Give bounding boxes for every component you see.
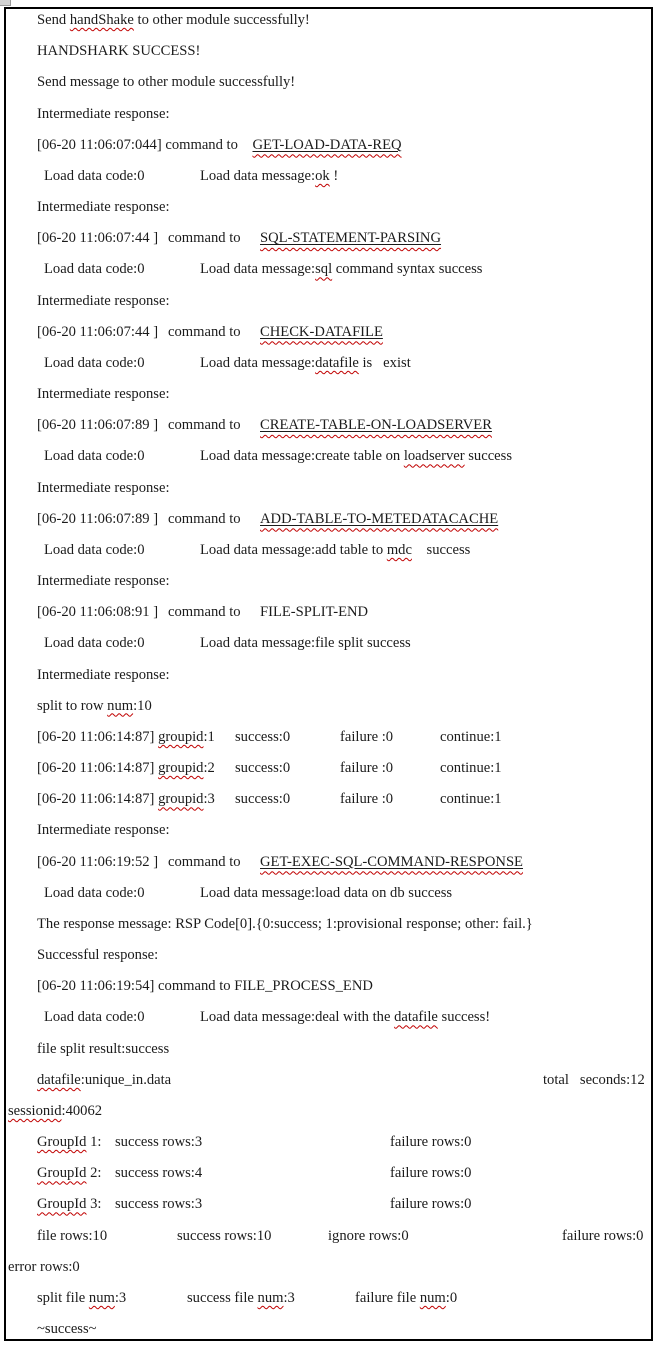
- log-text-segment: file rows:10: [37, 1227, 108, 1244]
- log-text-segment: failure rows:0: [562, 1227, 644, 1244]
- log-line: [0, 698, 657, 720]
- underlined-command-text: SQL-STATEMENT-PARSING: [260, 230, 442, 247]
- log-text-segment: [260, 230, 441, 247]
- log-line: [0, 386, 657, 408]
- log-line: [0, 1103, 657, 1125]
- log-text-segment: Send handShake to other module successfully!: [37, 12, 310, 28]
- squiggled-word: groupid: [158, 760, 204, 777]
- log-text-segment: Load data code:0: [44, 354, 145, 371]
- log-text-segment: command to: [168, 604, 241, 621]
- log-line: [0, 885, 657, 907]
- log-text-segment: [260, 417, 492, 434]
- log-line: [0, 448, 657, 470]
- underlined-command-text: CREATE-TABLE-ON-LOADSERVER: [260, 417, 492, 434]
- log-text-segment: continue:1: [440, 760, 502, 777]
- squiggled-word: num: [257, 1289, 284, 1306]
- log-text-segment: total seconds:12: [543, 1071, 645, 1088]
- log-text-segment: GroupId 1:: [37, 1134, 102, 1151]
- underlined-command-text: ADD-TABLE-TO-METEDATACACHE: [260, 510, 499, 527]
- log-line: [0, 542, 657, 564]
- squiggled-word: groupid: [158, 728, 204, 745]
- log-line: [0, 1072, 657, 1094]
- log-text-segment: failure rows:0: [390, 1196, 472, 1213]
- log-text-segment: failure :0: [340, 760, 394, 777]
- log-line: [0, 199, 657, 221]
- log-line: [0, 1165, 657, 1187]
- log-line: [0, 261, 657, 283]
- log-text-segment: continue:1: [440, 728, 502, 745]
- log-text-segment: success:0: [235, 728, 291, 745]
- log-text-segment: Load data message:sql command syntax success: [200, 261, 483, 278]
- log-text-segment: HANDSHARK SUCCESS!: [37, 43, 201, 60]
- log-text-segment: [06-20 11:06:14:87] groupid:2: [37, 760, 215, 777]
- log-text-segment: Load data message:deal with the datafile success!: [200, 1009, 491, 1026]
- log-text-segment: Intermediate response:: [37, 105, 170, 122]
- log-line: [0, 324, 657, 346]
- log-text-segment: Load data code:0: [44, 635, 145, 652]
- log-text-segment: Intermediate response:: [37, 199, 170, 216]
- log-text-segment: Intermediate response:: [37, 386, 170, 403]
- log-line: [0, 573, 657, 595]
- log-text-segment: [260, 511, 498, 528]
- log-text-segment: Load data code:0: [44, 261, 145, 278]
- log-text-segment: Intermediate response:: [37, 479, 170, 496]
- log-text-segment: command to: [168, 510, 241, 527]
- log-text-segment: [06-20 11:06:08:91 ]: [37, 604, 159, 621]
- log-line: [0, 417, 657, 439]
- underlined-command-text: CHECK-DATAFILE: [260, 323, 383, 340]
- squiggled-word: datafile: [37, 1071, 81, 1088]
- log-text-segment: command to: [168, 230, 241, 247]
- log-text-segment: FILE-SPLIT-END: [260, 604, 369, 621]
- log-line: [0, 822, 657, 844]
- log-text-segment: failure :0: [340, 791, 394, 808]
- log-text-segment: datafile:unique_in.data: [37, 1071, 172, 1088]
- squiggled-word: GroupId: [37, 1165, 87, 1182]
- log-line: [0, 74, 657, 96]
- log-text-segment: [06-20 11:06:19:54] command to FILE_PROCESS_END: [37, 978, 373, 995]
- log-line: [0, 43, 657, 65]
- log-text-segment: continue:1: [440, 791, 502, 808]
- log-line: [0, 168, 657, 190]
- log-line: [0, 106, 657, 128]
- log-text-segment: success rows:3: [115, 1196, 203, 1213]
- log-line: [0, 791, 657, 813]
- log-text-segment: success rows:3: [115, 1134, 203, 1151]
- log-text-segment: split to row num:10: [37, 697, 152, 714]
- log-text-segment: Load data message:file split success: [200, 635, 411, 652]
- log-text-segment: [06-20 11:06:07:89 ]: [37, 417, 159, 434]
- log-text-segment: Load data code:0: [44, 448, 145, 465]
- log-text-segment: [06-20 11:06:07:044] command to GET-LOAD-DATA-REQ: [37, 136, 402, 153]
- log-line: [0, 1196, 657, 1218]
- log-text-segment: ignore rows:0: [328, 1227, 409, 1244]
- log-line: [0, 1290, 657, 1312]
- log-text-segment: [06-20 11:06:07:44 ]: [37, 323, 159, 340]
- log-line: [0, 1259, 657, 1281]
- log-text-segment: Load data code:0: [44, 541, 145, 558]
- log-text-segment: Load data code:0: [44, 167, 145, 184]
- log-text-segment: [260, 324, 383, 341]
- log-text-segment: failure rows:0: [390, 1134, 472, 1151]
- squiggled-word: sql: [315, 261, 333, 278]
- log-text-segment: [06-20 11:06:14:87] groupid:3: [37, 791, 215, 808]
- squiggled-word: datafile: [315, 354, 359, 371]
- log-line: [0, 729, 657, 751]
- log-line: [0, 12, 657, 34]
- squiggled-word: groupid: [158, 791, 204, 808]
- log-text-segment: success rows:4: [115, 1165, 203, 1182]
- log-text-segment: Load data message:add table to mdc success: [200, 541, 471, 558]
- log-line: [0, 293, 657, 315]
- log-text-segment: [06-20 11:06:07:89 ]: [37, 510, 159, 527]
- log-line: [0, 947, 657, 969]
- log-text-segment: Intermediate response:: [37, 666, 170, 683]
- log-text-segment: success rows:10: [177, 1227, 272, 1244]
- log-line: [0, 635, 657, 657]
- squiggled-word: GroupId: [37, 1196, 87, 1213]
- log-text-segment: Send message to other module successfully!: [37, 74, 296, 91]
- log-text-segment: ~success~: [37, 1321, 97, 1338]
- log-text-segment: split file num:3: [37, 1289, 127, 1306]
- log-line: [0, 511, 657, 533]
- log-line: [0, 978, 657, 1000]
- log-text-segment: failure file num:0: [355, 1289, 458, 1306]
- log-text-segment: success:0: [235, 760, 291, 777]
- log-line: [0, 667, 657, 689]
- log-text-segment: Load data message:create table on loadserver success: [200, 448, 513, 465]
- log-text-segment: success file num:3: [187, 1289, 295, 1306]
- log-text-segment: Load data code:0: [44, 884, 145, 901]
- log-line: [0, 230, 657, 252]
- log-text-segment: command to: [168, 417, 241, 434]
- log-line: [0, 1321, 657, 1343]
- log-text-segment: file split result:success: [37, 1040, 170, 1057]
- log-line: [0, 1041, 657, 1063]
- log-line: [0, 760, 657, 782]
- log-text-segment: [06-20 11:06:14:87] groupid:1: [37, 728, 215, 745]
- log-line: [0, 1228, 657, 1250]
- log-text-segment: sessionid:40062: [8, 1102, 103, 1119]
- log-text-segment: Load data code:0: [44, 1009, 145, 1026]
- squiggled-word: datafile: [394, 1009, 438, 1026]
- log-text-segment: Intermediate response:: [37, 573, 170, 590]
- log-text-segment: failure rows:0: [390, 1165, 472, 1182]
- log-line: [0, 1134, 657, 1156]
- squiggled-word: GroupId: [37, 1134, 87, 1151]
- underlined-command-text: GET-EXEC-SQL-COMMAND-RESPONSE: [260, 853, 523, 870]
- log-text-segment: Intermediate response:: [37, 292, 170, 309]
- log-line: [0, 604, 657, 626]
- log-text-segment: error rows:0: [8, 1258, 80, 1275]
- log-text-segment: failure :0: [340, 728, 394, 745]
- log-text-segment: command to: [168, 853, 241, 870]
- squiggled-word: ok: [315, 167, 330, 184]
- log-line: [0, 916, 657, 938]
- log-text-segment: Load data message:ok !: [200, 167, 339, 184]
- log-text-segment: [260, 854, 523, 871]
- log-text-segment: The response message: RSP Code[0].{0:success; 1:provisional response; other: fail.}: [37, 915, 533, 932]
- log-line: [0, 355, 657, 377]
- log-text-segment: [06-20 11:06:19:52 ]: [37, 853, 159, 870]
- log-text-segment: GroupId 2:: [37, 1165, 102, 1182]
- squiggled-word: num: [419, 1289, 446, 1306]
- log-text-segment: [06-20 11:06:07:44 ]: [37, 230, 159, 247]
- log-text-segment: Load data message:datafile is exist: [200, 354, 411, 371]
- log-line: [0, 854, 657, 876]
- squiggled-word: mdc: [386, 541, 412, 558]
- log-text-segment: Load data message:load data on db success: [200, 884, 453, 901]
- log-text-segment: Intermediate response:: [37, 822, 170, 839]
- log-text-segment: Successful response:: [37, 947, 159, 964]
- squiggled-word: num: [107, 697, 134, 714]
- underlined-command-text: GET-LOAD-DATA-REQ: [252, 136, 402, 153]
- log-line: [0, 1009, 657, 1031]
- log-line: [0, 137, 657, 159]
- squiggled-word: sessionid: [8, 1102, 62, 1119]
- log-text-segment: GroupId 3:: [37, 1196, 102, 1213]
- squiggled-word: loadserver: [403, 448, 465, 465]
- log-text-segment: command to: [168, 323, 241, 340]
- log-text-segment: success:0: [235, 791, 291, 808]
- log-line: [0, 480, 657, 502]
- squiggled-word: handShake: [69, 12, 134, 28]
- corner-handle-fragment: [0, 0, 11, 6]
- squiggled-word: num: [88, 1289, 115, 1306]
